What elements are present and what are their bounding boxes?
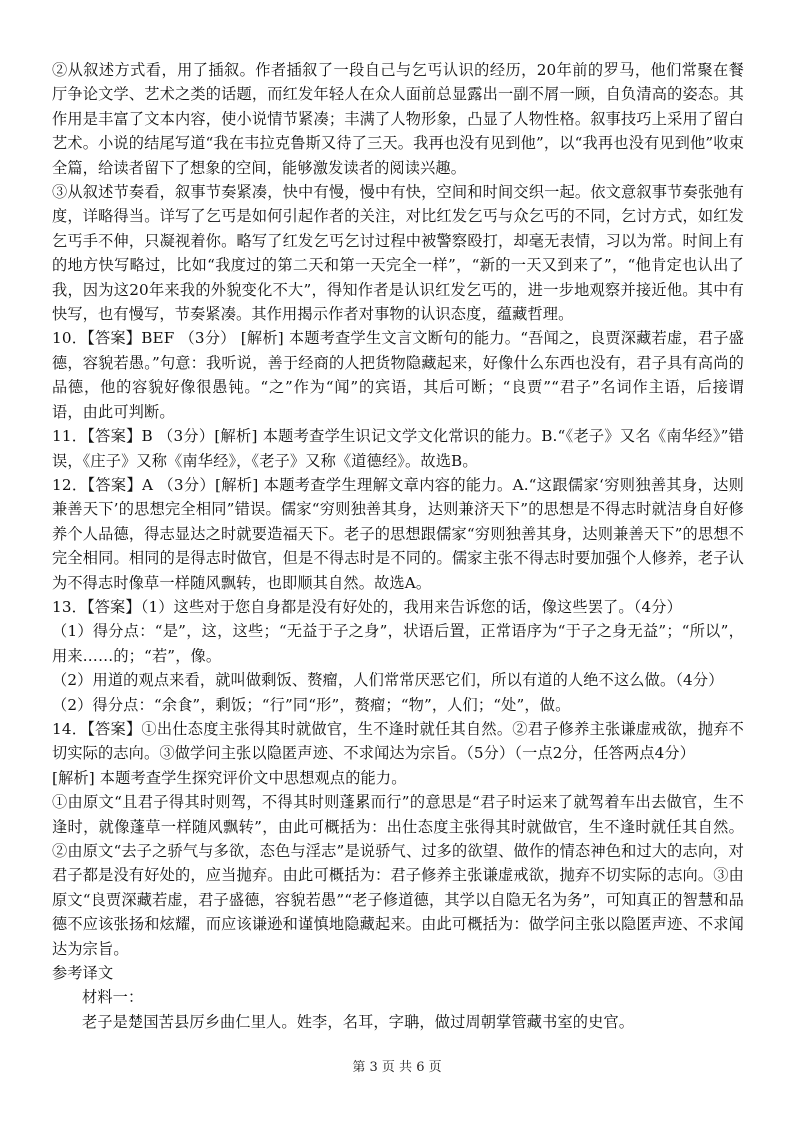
q13-part1-scoring: （1）得分点：“是”，这，这些；“无益于子之身”，状语后置，正常语序为“于子之身无益”；“所以”，用来……的；“若”，像。 [52, 622, 744, 665]
material-one-label: 材料一： [82, 988, 144, 1007]
q14-analysis-heading: [解析] 本题考查学生探究评价文中思想观点的能力。 [52, 768, 407, 787]
page-number-footer: 第 3 页 共 6 页 [352, 1060, 442, 1075]
q13-part2-scoring: （2）得分点：“余食”，剩饭；“行”同“形”，赘瘤；“物”，人们；“处”，做。 [52, 695, 571, 714]
material-one-text: 老子是楚国苦县厉乡曲仁里人。姓李，名耳，字聃，做过周朝掌管藏书室的史官。 [82, 1012, 635, 1031]
answer-q13-part1: 13．【答案】（1）这些对于您自身都是没有好处的，我用来告诉您的话，像这些罢了。（4分） [52, 597, 682, 616]
q14-analysis-body: ①由原文“且君子得其时则驾，不得其时则蓬累而行”的意思是“君子时运来了就驾着车出去做官，生不逢时，就像蓬草一样随风飘转”，由此可概括为：出仕态度主张得其时就做官，生不逢时就任其自然。②由原文“去子之骄气与多欲，态色与淫志”是说骄气、过多的欲望、做作的情态神色和过大的志向，对君子都是没有好处的，应当抛弃。由此可概括为：君子修养主张谦虚戒欲，抛弃不切实际的志向。③由原文“良贾深藏若虚，君子盛德，容貌若愚”“老子修道德，其学以自隐无名为务”，可知真正的智慧和品德不应该张扬和炫耀，而应该谦逊和谨慎地隐藏起来。由此可概括为：做学问主张以隐匿声迹、不求闻达为宗旨。 [52, 793, 744, 958]
answer-q13-part2: （2）用道的观点来看，就叫做剩饭、赘瘤，人们常常厌恶它们，所以有道的人绝不这么做。（4分） [52, 671, 724, 690]
answer-q10: 10．【答案】BEF （3分） [解析] 本题考查学生文言文断句的能力。“吾闻之，良贾深藏若虚，君子盛德，容貌若愚。”句意：我听说，善于经商的人把货物隐藏起来，好像什么东西也没有，君子具有高尚的品德，他的容貌好像很愚钝。“之”作为“闻”的宾语，其后可断；“良贾”“君子”名词作主语，后接谓语，由此可判断。 [52, 329, 744, 421]
translation-heading: 参考译文 [52, 964, 114, 983]
answer-q11: 11．【答案】B （3分）[解析] 本题考查学生识记文学文化常识的能力。B.“《老子》又名《南华经》”错误，《庄子》又称《南华经》，《老子》又称《道德经》。故选B。 [52, 427, 744, 470]
answer-q12: 12．【答案】A （3分）[解析] 本题考查学生理解文章内容的能力。A.“这跟儒家‘穷则独善其身，达则兼善天下’的思想完全相同”错误。儒家“穷则独善其身，达则兼济天下”的思想是不得志时就洁身自好修养个人品德，得志显达之时就要造福天下。老子的思想跟儒家“穷则独善其身，达则兼善天下”的思想不完全相同。相同的是得志时做官，但是不得志时是不同的。儒家主张不得志时要加强个人修养，老子认为不得志时像草一样随风飘转，也即顺其自然。故选A。 [52, 475, 744, 592]
paragraph-narrative-rhythm: ③从叙述节奏看，叙事节奏紧凑，快中有慢，慢中有快，空间和时间交织一起。依文意叙事节奏张弛有度，详略得当。详写了乞丐是如何引起作者的关注，对比红发乞丐与众乞丐的不同，乞讨方式，如红发乞丐手不伸，只凝视着你。略写了红发乞丐乞讨过程中被警察殴打，却毫无表情，习以为常。时间上有的地方快写略过，比如“我度过的第二天和第一天完全一样”，“新的一天又到来了”，“他肯定也认出了我，因为这20年来我的外貌变化不大”，得知作者是认识红发乞丐的，进一步地观察并接近他。其中有快写，也有慢写，节奏紧凑。其作用揭示作者对事物的认识态度，蕴藏哲理。 [52, 183, 744, 324]
answer-q14: 14．【答案】①出仕态度主张得其时就做官，生不逢时就任其自然。②君子修养主张谦虚戒欲，抛弃不切实际的志向。③做学问主张以隐匿声迹、不求闻达为宗旨。（5分）（一点2分，任答两点4分） [52, 719, 744, 763]
paragraph-narrative-method: ②从叙述方式看，用了插叙。作者插叙了一段自己与乞丐认识的经历，20年前的罗马，他们常聚在餐厅争论文学、艺术之类的话题，而红发年轻人在众人面前总显露出一副不屑一顾，自负清高的姿态。其作用是丰富了文本内容，使小说情节紧凑；丰满了人物形象，凸显了人物性格。叙事技巧上采用了留白艺术。小说的结尾写道“我在韦拉克鲁斯又待了三天。我再也没有见到他”，以“我再也没有见到他”收束全篇，给读者留下了想象的空间，能够激发读者的阅读兴趣。 [52, 61, 744, 177]
answer-text-body [52, 58, 744, 1034]
